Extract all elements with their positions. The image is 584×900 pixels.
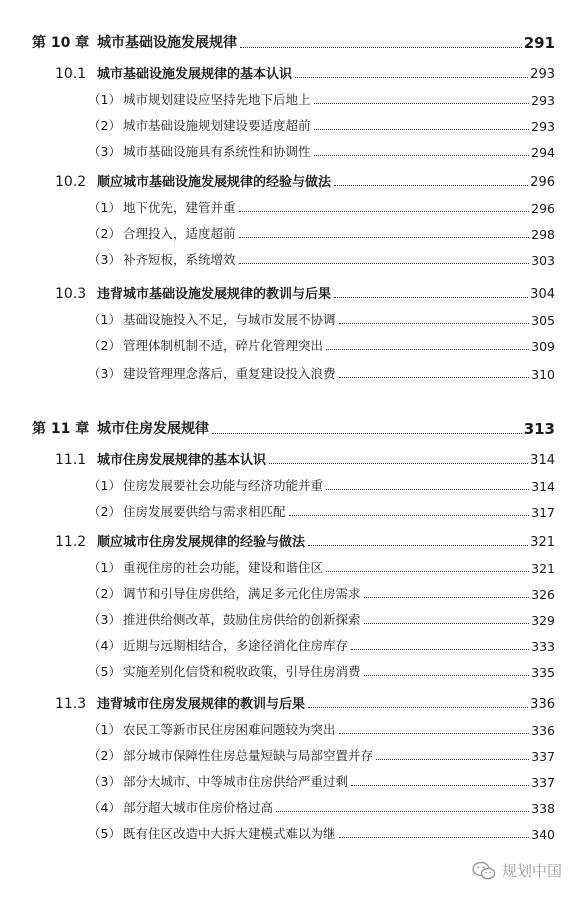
toc-entry-label: [0, 531, 305, 550]
toc-entry-label: [0, 824, 336, 842]
toc-page-number: 326: [531, 587, 555, 602]
toc-entry-number: 10.1: [55, 66, 87, 82]
dot-leader: [314, 103, 530, 104]
toc-entry-label: [0, 116, 311, 134]
toc-entry-title: 违背城市住房发展规律的教训与后果: [97, 697, 306, 712]
toc-entry-title: 推进供给侧改革，鼓励住房供给的创新探索: [123, 612, 361, 627]
toc-page-number: 340: [531, 827, 555, 842]
toc-entry-label: [0, 142, 311, 160]
toc-entry-label: [0, 171, 331, 190]
toc-page-number: 305: [531, 313, 555, 328]
toc-page-number: 321: [531, 561, 555, 576]
toc-entry-title: 实施差别化信贷和税收政策，引导住房消费: [123, 664, 361, 679]
toc-entry-label: [0, 558, 323, 576]
toc-entry-label: [0, 449, 266, 468]
dot-leader: [240, 47, 522, 48]
toc-entry-title: 顺应城市住房发展规律的经验与做法: [97, 535, 306, 550]
toc-entry-label: [0, 90, 311, 108]
toc-page-number: 314: [530, 453, 555, 468]
toc-entry-number: 11.3: [55, 696, 87, 712]
dot-leader: [308, 545, 528, 546]
toc-entry-number: （3）: [88, 612, 121, 627]
toc-entry-title: 管理体制机制不适，碎片化管理突出: [123, 338, 324, 353]
toc-page-number: 291: [523, 34, 555, 52]
toc-item-row: [0, 580, 584, 602]
toc-entry-number: （2）: [88, 226, 121, 241]
toc-item-row: [0, 632, 584, 654]
toc-entry-label: [0, 502, 286, 520]
dot-leader: [326, 349, 529, 350]
toc-entry-number: （4）: [88, 638, 121, 653]
toc-entry-number: 第 11 章: [32, 421, 90, 437]
toc-entry-number: （5）: [88, 826, 121, 841]
toc-section-row: [0, 528, 584, 550]
toc-item-row: [0, 742, 584, 764]
toc-page-number: 313: [523, 420, 555, 438]
toc-entry-title: 合理投入，适度超前: [123, 226, 236, 241]
dot-leader: [308, 707, 528, 708]
toc-page-number: 317: [531, 505, 555, 520]
toc-entry-label: [0, 693, 305, 712]
toc-section-row: [0, 60, 584, 82]
toc-item-row: [0, 498, 584, 520]
toc-entry-title: 城市基础设施规划建设要适度超前: [123, 118, 311, 133]
toc-page-number: 333: [531, 639, 555, 654]
toc-section-row: [0, 168, 584, 190]
toc-entry-title: 住房发展要社会功能与经济功能并重: [123, 478, 324, 493]
toc-entry-title: 基础设施投入不足，与城市发展不协调: [123, 312, 336, 327]
toc-entry-number: （3）: [88, 366, 121, 381]
toc-entry-title: 城市住房发展规律的基本认识: [97, 453, 267, 468]
dot-leader: [339, 323, 530, 324]
toc-entry-title: 城市基础设施发展规律: [97, 35, 237, 51]
toc-entry-title: 建设管理理念落后，重复建设投入浪费: [123, 366, 336, 381]
dot-leader: [289, 515, 530, 516]
toc-entry-number: （5）: [88, 664, 121, 679]
dot-leader: [314, 129, 530, 130]
toc-entry-title: 地下优先，建管并重: [123, 200, 236, 215]
toc-entry-title: 调节和引导住房供给，满足多元化住房需求: [123, 586, 361, 601]
toc-page-number: 337: [531, 775, 555, 790]
toc-entry-title: 部分城市保障性住房总量短缺与局部空置并存: [123, 748, 374, 763]
toc-entry-number: 10.2: [55, 174, 87, 190]
toc-section-row: [0, 690, 584, 712]
toc-entry-title: 城市基础设施发展规律的基本认识: [97, 67, 293, 82]
toc-entry-number: （3）: [88, 144, 121, 159]
toc-entry-title: 补齐短板，系统增效: [123, 252, 236, 267]
toc-entry-number: （2）: [88, 338, 121, 353]
dot-leader: [269, 463, 528, 464]
toc-entry-title: 部分大城市、中等城市住房供给严重过剩: [123, 774, 349, 789]
dot-leader: [351, 649, 529, 650]
toc-entry-number: （1）: [88, 560, 121, 575]
toc-item-row: [0, 794, 584, 816]
toc-section-row: [0, 446, 584, 468]
toc-page-number: 336: [531, 723, 555, 738]
toc-item-row: [0, 658, 584, 680]
toc-entry-title: 既有住区改造中大拆大建模式难以为继: [123, 826, 336, 841]
toc-item-row: [0, 768, 584, 790]
dot-leader: [314, 155, 530, 156]
toc-entry-label: [0, 662, 361, 680]
toc-item-row: [0, 86, 584, 108]
dot-leader: [334, 297, 528, 298]
wechat-icon: [472, 861, 496, 881]
toc-item-row: [0, 194, 584, 216]
toc-page-number: 293: [531, 119, 555, 134]
toc-entry-title: 住房发展要供给与需求相匹配: [123, 504, 286, 519]
toc-page-number: 321: [530, 535, 555, 550]
dot-leader: [364, 597, 530, 598]
dot-leader: [326, 571, 529, 572]
toc-entry-number: （1）: [88, 312, 121, 327]
toc-entry-title: 城市住房发展规律: [97, 421, 209, 437]
toc-entry-title: 重视住房的社会功能，建设和谐住区: [123, 560, 324, 575]
toc-entry-label: [0, 798, 273, 816]
toc-entry-label: [0, 364, 336, 382]
toc-entry-label: [0, 250, 236, 268]
toc-entry-number: （2）: [88, 118, 121, 133]
dot-leader: [276, 811, 529, 812]
toc-page-number: 329: [531, 613, 555, 628]
toc-item-row: [0, 332, 584, 354]
toc-entry-number: 10.3: [55, 286, 87, 302]
toc-item-row: [0, 360, 584, 382]
toc-page-number: 310: [531, 367, 555, 382]
toc-page-number: 294: [531, 145, 555, 160]
toc-chapter-row: [0, 30, 584, 52]
toc-page-number: 296: [530, 175, 555, 190]
toc-entry-number: （2）: [88, 748, 121, 763]
dot-leader: [239, 211, 530, 212]
toc-entry-number: （2）: [88, 504, 121, 519]
dot-leader: [334, 185, 528, 186]
toc-entry-label: [0, 746, 373, 764]
toc-entry-title: 违背城市基础设施发展规律的教训与后果: [97, 287, 332, 302]
dot-leader: [376, 759, 529, 760]
toc-entry-number: （4）: [88, 800, 121, 815]
toc-entry-label: [0, 283, 331, 302]
toc-item-row: [0, 716, 584, 738]
dot-leader: [351, 785, 529, 786]
toc-item-row: [0, 220, 584, 242]
dot-leader: [295, 77, 528, 78]
toc-entry-label: [0, 610, 361, 628]
dot-leader: [364, 675, 530, 676]
dot-leader: [339, 837, 530, 838]
toc-item-row: [0, 820, 584, 842]
toc-entry-label: [0, 32, 237, 52]
toc-entry-number: 11.1: [55, 452, 87, 468]
toc-page-number: 298: [531, 227, 555, 242]
toc-page-number: 337: [531, 749, 555, 764]
dot-leader: [339, 377, 530, 378]
toc-entry-title: 顺应城市基础设施发展规律的经验与做法: [97, 175, 332, 190]
toc-entry-number: （1）: [88, 200, 121, 215]
dot-leader: [239, 263, 530, 264]
dot-leader: [339, 733, 530, 734]
toc-item-row: [0, 472, 584, 494]
toc-entry-title: 农民工等新市民住房困难问题较为突出: [123, 722, 336, 737]
toc-page-number: 296: [531, 201, 555, 216]
toc-page-number: 335: [531, 665, 555, 680]
toc-entry-number: 11.2: [55, 534, 87, 550]
toc-item-row: [0, 112, 584, 134]
toc-page-number: 336: [530, 697, 555, 712]
toc-entry-number: 第 10 章: [32, 35, 90, 51]
dot-leader: [212, 433, 522, 434]
toc-entry-label: [0, 772, 348, 790]
toc-entry-title: 部分超大城市住房价格过高: [123, 800, 274, 815]
toc-entry-label: [0, 584, 361, 602]
toc-entry-label: [0, 418, 209, 438]
toc-entry-label: [0, 63, 292, 82]
toc-entry-title: 城市规划建设应坚持先地下后地上: [123, 92, 311, 107]
dot-leader: [326, 489, 529, 490]
toc-entry-label: [0, 224, 236, 242]
watermark: [472, 860, 562, 881]
toc-item-row: [0, 138, 584, 160]
toc-entry-number: （2）: [88, 586, 121, 601]
toc-entry-label: [0, 636, 348, 654]
toc-entry-label: [0, 198, 236, 216]
toc-item-row: [0, 306, 584, 328]
toc-entry-label: [0, 310, 336, 328]
dot-leader: [364, 623, 530, 624]
toc-entry-title: 近期与远期相结合，多途径消化住房库存: [123, 638, 349, 653]
toc-page-number: 293: [530, 67, 555, 82]
toc-page-number: 338: [531, 801, 555, 816]
toc-chapter-row: [0, 416, 584, 438]
toc-entry-number: （1）: [88, 92, 121, 107]
toc-item-row: [0, 606, 584, 628]
toc-entry-title: 城市基础设施具有系统性和协调性: [123, 144, 311, 159]
toc-entry-number: （1）: [88, 478, 121, 493]
toc-entry-number: （1）: [88, 722, 121, 737]
toc-entry-label: [0, 336, 323, 354]
toc-page-number: 314: [531, 479, 555, 494]
toc-page-number: 309: [531, 339, 555, 354]
toc-page-number: 303: [531, 253, 555, 268]
toc-entry-number: （3）: [88, 774, 121, 789]
toc-item-row: [0, 554, 584, 576]
dot-leader: [239, 237, 530, 238]
toc-section-row: [0, 280, 584, 302]
toc-page-number: 304: [530, 287, 555, 302]
toc-page-number: 293: [531, 93, 555, 108]
toc-item-row: [0, 246, 584, 268]
toc-entry-label: [0, 476, 323, 494]
toc-entry-number: （3）: [88, 252, 121, 267]
watermark-text: 规划中国: [501, 862, 562, 880]
toc-entry-label: [0, 720, 336, 738]
